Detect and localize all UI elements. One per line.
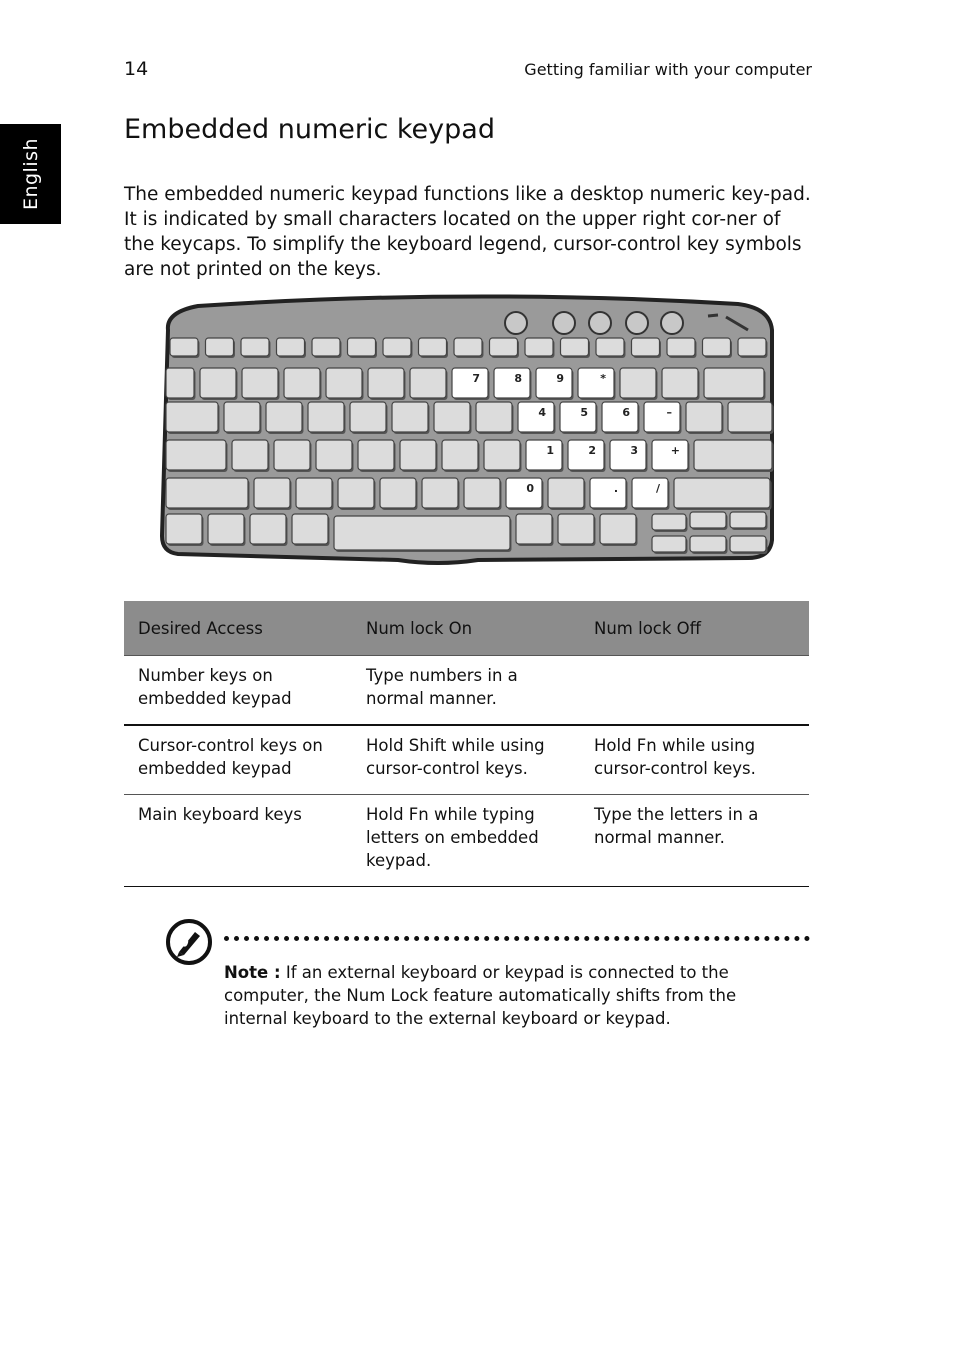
table-cell: Main keyboard keys [124, 795, 352, 887]
keycap [308, 402, 344, 432]
keycap [652, 536, 686, 552]
keycap [454, 338, 482, 356]
keypad-legend: – [666, 406, 672, 419]
note-text [224, 961, 784, 1030]
table-cell: Cursor-control keys on embedded keypad [124, 725, 352, 795]
keyboard-round-button [661, 312, 683, 334]
keycap [738, 338, 766, 356]
keypad-legend: 1 [546, 444, 554, 457]
keycap [166, 478, 248, 508]
keycap [254, 478, 290, 508]
keycap [662, 368, 698, 398]
keycap [170, 338, 198, 356]
keypad-legend: 3 [630, 444, 638, 457]
keycap [526, 440, 562, 470]
keycap [690, 512, 726, 528]
keycap [274, 440, 310, 470]
keyboard-illustration [158, 290, 778, 570]
keypad-legend: . [613, 482, 618, 495]
table-cell: Number keys on embedded keypad [124, 656, 352, 726]
keycap [476, 402, 512, 432]
keycap [410, 368, 446, 398]
keycap [452, 368, 488, 398]
keycap [674, 478, 770, 508]
keycap [334, 516, 510, 550]
language-side-tab [0, 124, 61, 224]
keycap [208, 514, 244, 544]
keycap [558, 514, 594, 544]
keypad-legend: + [670, 444, 680, 457]
keycap [490, 338, 518, 356]
keycap [232, 440, 268, 470]
table-header-row [124, 601, 809, 656]
keycap [350, 402, 386, 432]
keycap [632, 478, 668, 508]
table-row [124, 795, 809, 887]
keyboard-round-button [626, 312, 648, 334]
keycap [358, 440, 394, 470]
keycap [690, 536, 726, 552]
keycap [704, 368, 764, 398]
keypad-legend: / [655, 482, 660, 495]
keycap [560, 402, 596, 432]
keycap [166, 402, 218, 432]
keycap [525, 338, 553, 356]
keycap [380, 478, 416, 508]
language-side-tab-label: English [19, 137, 42, 211]
page-number: 14 [124, 58, 149, 80]
keycap [312, 338, 340, 356]
keycap [338, 478, 374, 508]
table-row [124, 725, 809, 795]
keyboard-round-button [505, 312, 527, 334]
intro-paragraph: The embedded numeric keypad functions like a desktop numeric key-pad. It is indicated by small characters located on the upper right cor-ner of the keycaps. To simplify the keyboard legend, cursor-control key symbols are not printed on the keys. [124, 184, 811, 280]
keycap [652, 514, 686, 530]
keycap [392, 402, 428, 432]
keycap [166, 440, 226, 470]
table-row [124, 656, 809, 726]
keypad-legend: 6 [622, 406, 630, 419]
keycap [516, 514, 552, 544]
keyboard-round-button [589, 312, 611, 334]
running-header: Getting familiar with your computer [524, 60, 812, 79]
table-cell: Type the letters in a normal manner. [580, 795, 809, 887]
table-cell [580, 656, 809, 726]
keycap [316, 440, 352, 470]
keycap [600, 514, 636, 544]
keycap [728, 402, 772, 432]
keycap [494, 368, 530, 398]
keycap [596, 338, 624, 356]
table-cell: Type numbers in a normal manner. [352, 656, 580, 726]
keycap [348, 338, 376, 356]
keycap [277, 338, 305, 356]
keycap [368, 368, 404, 398]
keycap [400, 440, 436, 470]
keypad-legend: 5 [580, 406, 588, 419]
keypad-legend: 9 [556, 372, 564, 385]
keycap [166, 514, 202, 544]
keycap [686, 402, 722, 432]
keycap [484, 440, 520, 470]
keycap [730, 536, 766, 552]
keycap [250, 514, 286, 544]
keycap [667, 338, 695, 356]
keycap [326, 368, 362, 398]
keypad-legend: 0 [526, 482, 534, 495]
table-cell: Hold Fn while typing letters on embedded keypad. [352, 795, 580, 887]
keypad-access-table [124, 601, 809, 887]
keycap [602, 402, 638, 432]
keycap [548, 478, 584, 508]
keycap [464, 478, 500, 508]
note-label: Note : [224, 963, 281, 982]
keycap [730, 512, 766, 528]
keycap [242, 368, 278, 398]
keycap [266, 402, 302, 432]
keypad-legend: 8 [514, 372, 522, 385]
table-header-cell: Desired Access [124, 601, 352, 656]
keypad-legend: 7 [472, 372, 480, 385]
keycap [200, 368, 236, 398]
table-header-cell: Num lock Off [580, 601, 809, 656]
table-cell: Hold Fn while using cursor-control keys. [580, 725, 809, 795]
note-body: If an external keyboard or keypad is connected to the computer, the Num Lock feature automatically shifts from the internal keyboard to the external keyboard or keypad. [224, 963, 737, 1028]
keycap [578, 368, 614, 398]
keycap [206, 338, 234, 356]
keycap [610, 440, 646, 470]
keycap [442, 440, 478, 470]
keyboard-illustration-svg [158, 290, 778, 570]
keycap [620, 368, 656, 398]
keycap [632, 338, 660, 356]
keyboard-round-button [553, 312, 575, 334]
keycap [241, 338, 269, 356]
keycap [703, 338, 731, 356]
keycap [561, 338, 589, 356]
keycap [506, 478, 542, 508]
keycap [434, 402, 470, 432]
keycap [422, 478, 458, 508]
note-pen-icon [165, 918, 213, 966]
keycap [292, 514, 328, 544]
keycap [419, 338, 447, 356]
table-header-cell: Num lock On [352, 601, 580, 656]
keypad-legend: * [600, 372, 606, 385]
keycap [644, 402, 680, 432]
keypad-legend: 4 [538, 406, 546, 419]
keycap [166, 368, 194, 398]
keycap [568, 440, 604, 470]
section-title: Embedded numeric keypad [124, 114, 495, 145]
keycap [383, 338, 411, 356]
table-cell: Hold Shift while using cursor-control keys. [352, 725, 580, 795]
keypad-legend: 2 [588, 444, 596, 457]
note-dotted-divider [224, 936, 810, 941]
keycap [296, 478, 332, 508]
keycap [694, 440, 772, 470]
keycap [284, 368, 320, 398]
keycap [518, 402, 554, 432]
keycap [590, 478, 626, 508]
keycap [224, 402, 260, 432]
keycap [536, 368, 572, 398]
